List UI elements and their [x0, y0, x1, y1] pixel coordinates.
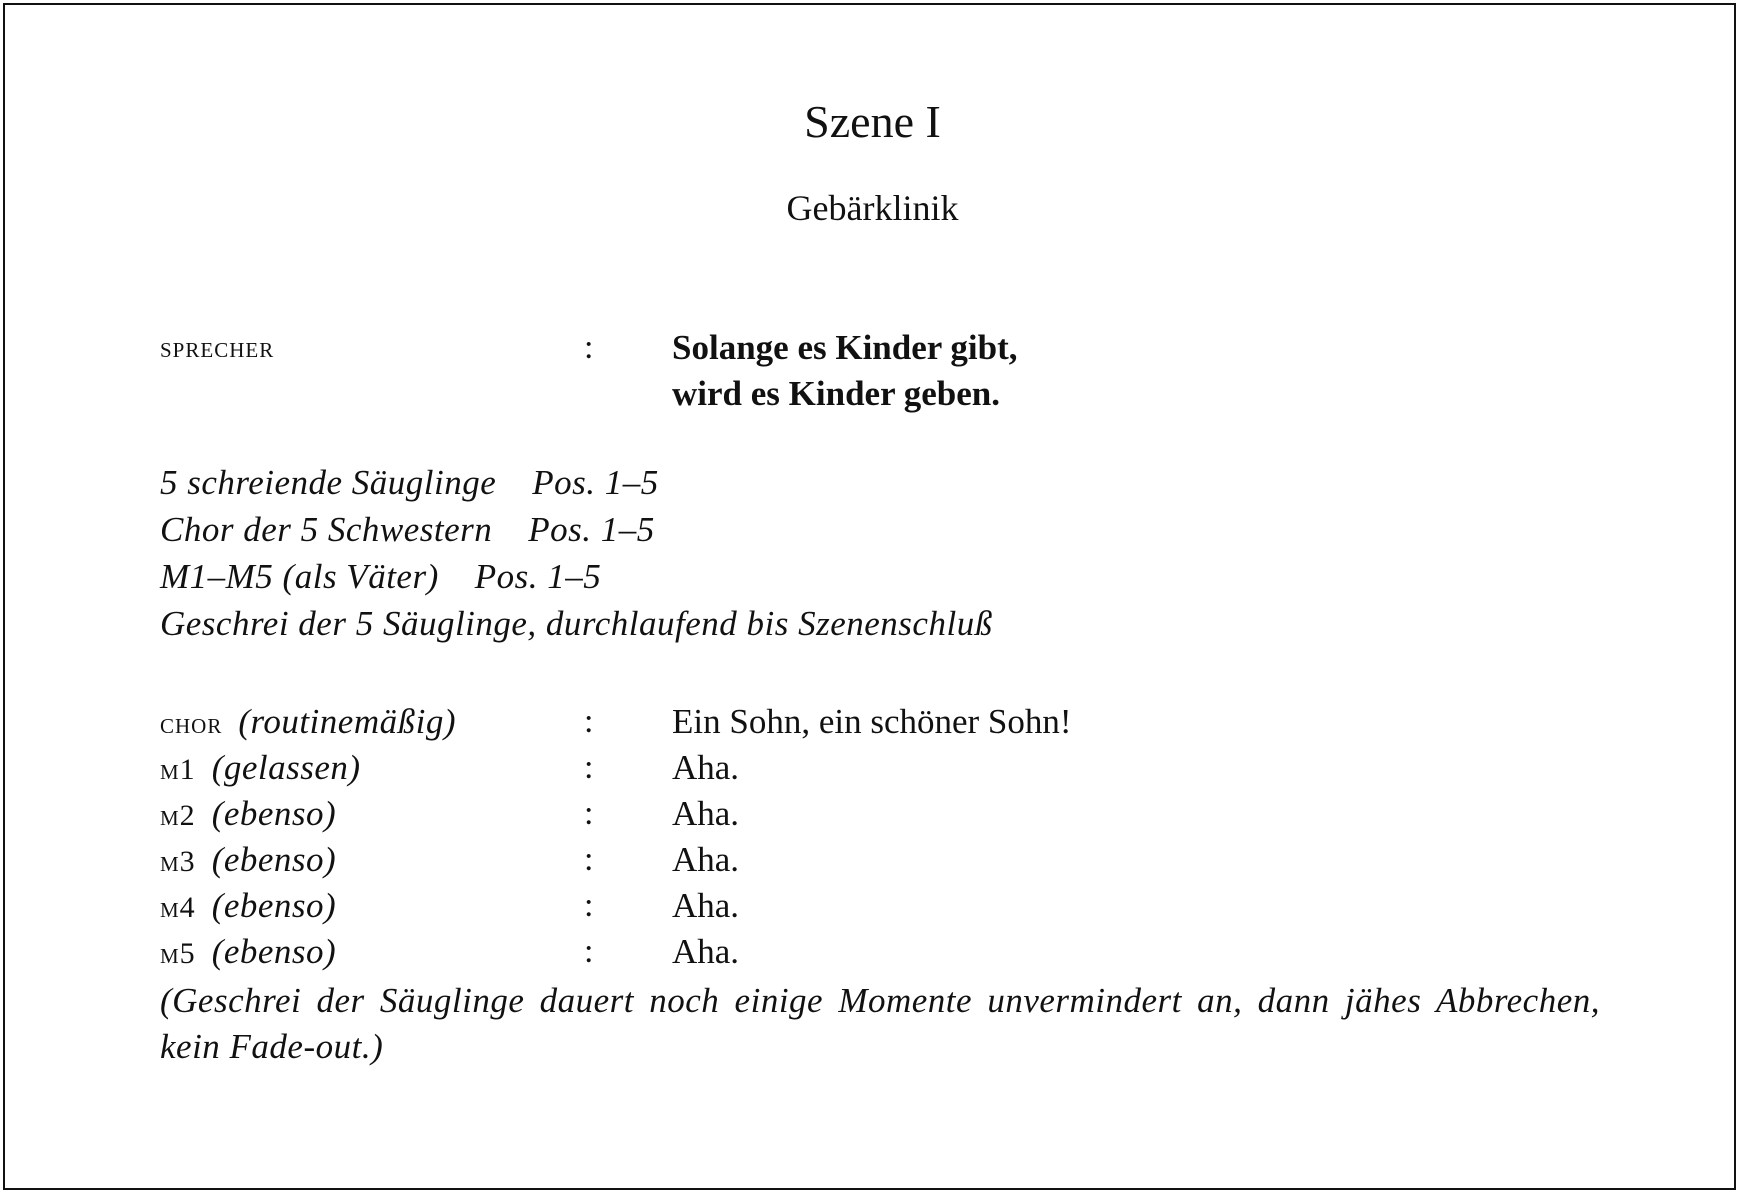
- stage-direction: [160, 460, 659, 506]
- stage-direction-text: Chor der 5 Schwestern: [160, 510, 493, 549]
- speaker-name: sprecher: [160, 331, 275, 364]
- dialogue-row: [0, 883, 1745, 929]
- speaker-name: m4: [160, 891, 196, 924]
- stage-direction: [160, 507, 655, 553]
- speaker-name: m1: [160, 753, 196, 786]
- speaker-note: (ebenso): [211, 794, 337, 833]
- dialogue-row: [0, 745, 1745, 791]
- speaker-note: (ebenso): [211, 840, 337, 879]
- dialogue-speaker: [160, 699, 456, 747]
- dialogue-line: Aha.: [672, 794, 740, 833]
- stage-direction-text: Geschrei der 5 Säuglinge, durchlaufend bis Szenenschluß: [160, 604, 993, 643]
- speaker-note: (routinemäßig): [238, 702, 456, 741]
- dialogue-line: Aha.: [672, 840, 740, 879]
- dialogue-line: Aha.: [672, 748, 740, 787]
- dialogue-speaker: [160, 929, 336, 977]
- closing-stage-direction: (Geschrei der Säuglinge dauert noch einige Momente unvermindert an, dann jähes Abbrechen, kein Fade-out.): [160, 981, 1600, 1066]
- separator: :: [584, 749, 594, 786]
- dialogue-row: [0, 791, 1745, 837]
- speaker-note: (ebenso): [211, 886, 337, 925]
- opening-speaker: [160, 325, 274, 371]
- speaker-note: (gelassen): [211, 748, 361, 787]
- dialogue-line: Aha.: [672, 886, 740, 925]
- dialogue-row: [0, 699, 1745, 745]
- dialogue-line: Aha.: [672, 932, 740, 971]
- stage-direction: [160, 554, 601, 600]
- dialogue-line: Ein Sohn, ein schöner Sohn!: [672, 702, 1072, 741]
- stage-direction-text: M1–M5 (als Väter): [160, 557, 439, 596]
- stage-direction-text: 5 schreiende Säuglinge: [160, 463, 497, 502]
- speaker-note: (ebenso): [211, 932, 337, 971]
- dialogue-row: [0, 929, 1745, 975]
- speaker-name: m2: [160, 799, 196, 832]
- separator: :: [584, 933, 594, 970]
- separator: :: [584, 841, 594, 878]
- opening-row-1: [0, 325, 1745, 371]
- dialogue-row: [0, 837, 1745, 883]
- separator: :: [584, 329, 594, 366]
- separator: :: [584, 887, 594, 924]
- separator: :: [584, 703, 594, 740]
- dialogue-speaker: [160, 883, 336, 931]
- stage-direction-position: Pos. 1–5: [532, 463, 659, 502]
- opening-line-2: wird es Kinder geben.: [672, 374, 1000, 413]
- dialogue-speaker: [160, 837, 336, 885]
- scene-title: Szene I: [804, 96, 941, 147]
- stage-direction-position: Pos. 1–5: [528, 510, 655, 549]
- speaker-name: m3: [160, 845, 196, 878]
- speaker-name: m5: [160, 937, 196, 970]
- scene-location: Gebärklinik: [786, 188, 959, 228]
- dialogue-speaker: [160, 745, 361, 793]
- separator: :: [584, 795, 594, 832]
- stage-direction: [160, 601, 993, 647]
- opening-row-2: [0, 371, 1745, 417]
- opening-line-1: Solange es Kinder gibt,: [672, 328, 1018, 367]
- stage-direction-position: Pos. 1–5: [474, 557, 602, 596]
- dialogue-speaker: [160, 791, 336, 839]
- speaker-name: chor: [160, 707, 223, 740]
